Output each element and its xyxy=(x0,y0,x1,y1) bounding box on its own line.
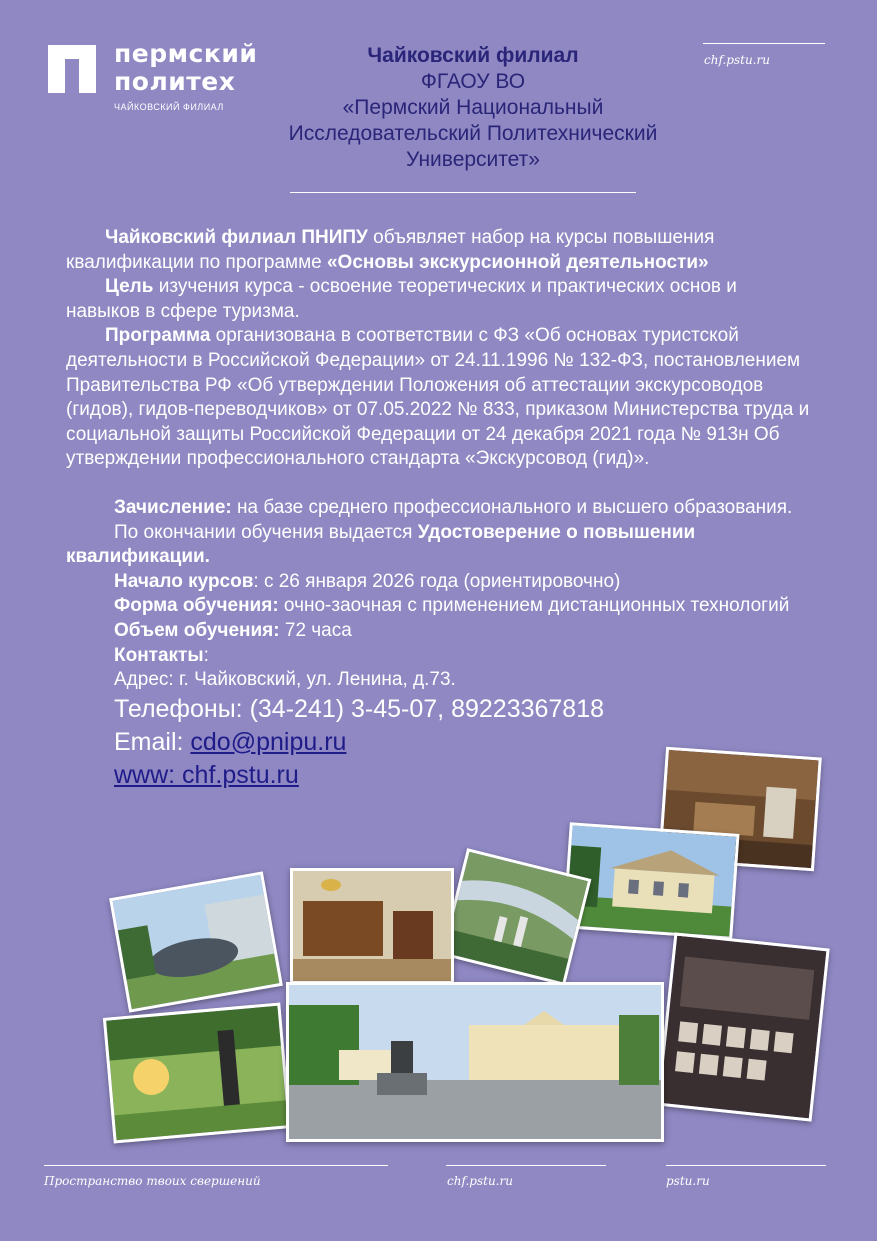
certificate-paragraph xyxy=(66,521,816,570)
certificate-bold: Удостоверение о повышении квалификации. xyxy=(66,521,696,568)
address-line: Адрес: г. Чайковский, ул. Ленина, д.73. xyxy=(114,669,456,691)
program-label: Программа xyxy=(105,325,211,347)
top-site-link[interactable]: chf.pstu.ru xyxy=(704,53,770,67)
certificate-text: По окончании обучения выдается xyxy=(114,521,418,543)
spacer xyxy=(66,472,816,496)
logo-mark-icon xyxy=(48,45,96,93)
program-text: организована в соответствии с ФЗ «Об основах туристской деятельности в Российской Федерации» от 24.11.1996 № 132-ФЗ, постановлением Правительства РФ «Об утверждении Положения об аттестации экскурсоводов (гидов), гидов-переводчиков» от 07.05.2022 № 833, приказом Министерства труда и социальной защиты Российской Федерации от 24 декабря 2021 года № 913н Об утверждении профессионального стандарта «Экскурсовод (гид)». xyxy=(66,325,810,470)
photo-treble-clef-sunset xyxy=(103,1002,291,1143)
contacts-label: Контакты xyxy=(114,644,204,666)
photo-piano-room xyxy=(290,868,454,984)
form-label: Форма обучения: xyxy=(114,595,279,617)
footer-divider-left xyxy=(44,1165,388,1166)
program-name: «Основы экскурсионной деятельности» xyxy=(326,251,709,273)
logo-wordmark xyxy=(114,40,257,96)
intro-text: объявляет набор на курсы повышения квалификации по программе xyxy=(66,227,715,273)
title-line2: ФГАОУ ВО xyxy=(420,70,526,93)
enrollment-label: Зачисление: xyxy=(114,496,232,518)
footer-divider-right xyxy=(666,1165,826,1166)
announcement-body xyxy=(66,226,816,792)
email-label: Email: xyxy=(114,727,191,756)
footer-link-pstu[interactable]: pstu.ru xyxy=(666,1174,710,1188)
title-line3: «Пермский Национальный xyxy=(342,96,604,119)
logo-line1: пермский xyxy=(114,39,258,68)
www-link[interactable]: www: chf.pstu.ru xyxy=(114,760,299,789)
institution-title xyxy=(250,43,696,173)
contacts-colon: : xyxy=(203,644,209,666)
title-line1: Чайковский филиал xyxy=(367,44,579,67)
logo-line2: политех xyxy=(114,67,236,96)
logo-subtitle: ЧАЙКОВСКИЙ ФИЛИАЛ xyxy=(114,102,224,112)
photo-exhibition-hall xyxy=(656,932,829,1121)
top-link-divider xyxy=(703,43,825,44)
photo-tchaikovsky-monument xyxy=(286,982,664,1142)
start-label: Начало курсов xyxy=(114,570,254,592)
intro-paragraph xyxy=(66,226,816,275)
phones-line: Телефоны: (34-241) 3-45-07, 89223367818 xyxy=(114,694,605,723)
title-line4: Исследовательский Политехнический xyxy=(288,122,658,145)
photo-monument-building xyxy=(109,871,283,1012)
perm-polytech-logo xyxy=(48,40,268,120)
start-text: : с 26 января 2026 года (ориентировочно) xyxy=(253,570,621,592)
volume-text: 72 часа xyxy=(279,619,352,641)
volume-label: Объем обучения: xyxy=(114,619,280,641)
title-line5: Университет» xyxy=(406,148,540,171)
goal-text: изучения курса - освоение теоретических и практических основ и навыков в сфере туризма. xyxy=(66,276,737,322)
email-link[interactable]: cdo@pnipu.ru xyxy=(190,727,347,756)
contacts-heading xyxy=(66,644,816,669)
enrollment-paragraph xyxy=(66,496,816,521)
footer-divider-middle xyxy=(446,1165,606,1166)
footer-slogan: Пространство твоих свершений xyxy=(44,1174,261,1188)
program-paragraph xyxy=(66,324,816,472)
volume-paragraph xyxy=(66,619,816,644)
goal-paragraph xyxy=(66,275,816,324)
goal-label: Цель xyxy=(105,276,154,298)
enrollment-text: на базе среднего профессионального и высшего образования. xyxy=(231,496,793,518)
title-divider xyxy=(290,192,636,193)
form-text: очно-заочная с применением дистанционных технологий xyxy=(278,595,790,617)
form-paragraph xyxy=(66,594,816,619)
start-paragraph xyxy=(66,570,816,595)
intro-bold: Чайковский филиал ПНИПУ xyxy=(105,227,368,248)
footer-link-chf[interactable]: chf.pstu.ru xyxy=(447,1174,513,1188)
